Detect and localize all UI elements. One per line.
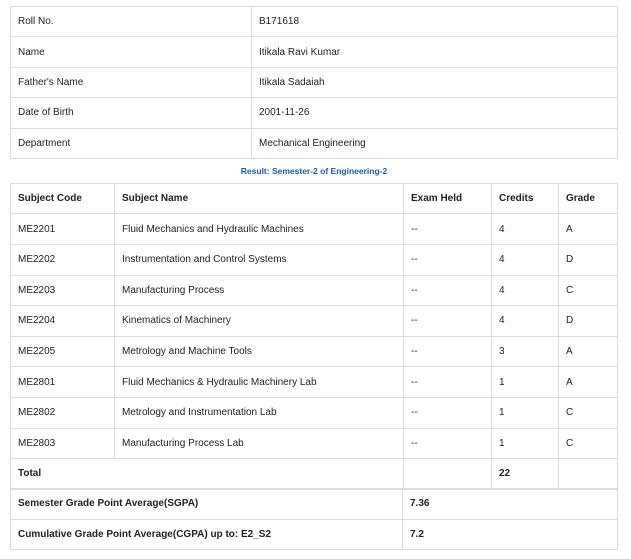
table-row: [11, 336, 618, 367]
header-exam-held: Exam Held: [404, 184, 492, 214]
credits: 3: [492, 336, 559, 367]
exam-held: --: [404, 306, 492, 337]
table-row: [11, 428, 618, 459]
father-name-label: Father's Name: [11, 67, 252, 97]
table-row: [11, 367, 618, 398]
subject-code: ME2803: [11, 428, 115, 459]
subject-code: ME2201: [11, 214, 115, 245]
dob-value: 2001-11-26: [252, 98, 618, 128]
department-label: Department: [11, 128, 252, 158]
gpa-table: [10, 488, 618, 550]
subject-name: Manufacturing Process: [115, 275, 404, 306]
marks-header-row: [11, 184, 618, 214]
department-value: Mechanical Engineering: [252, 128, 618, 158]
subject-name: Manufacturing Process Lab: [115, 428, 404, 459]
grade: C: [559, 275, 618, 306]
grade: C: [559, 428, 618, 459]
cgpa-value: 7.2: [403, 519, 618, 550]
sgpa-row: [11, 489, 618, 520]
sgpa-value: 7.36: [403, 489, 618, 520]
subject-name: Fluid Mechanics & Hydraulic Machinery Lab: [115, 367, 404, 398]
exam-held: --: [404, 275, 492, 306]
credits: 1: [492, 397, 559, 428]
header-credits: Credits: [492, 184, 559, 214]
info-row-roll: [11, 7, 618, 37]
credits: 1: [492, 428, 559, 459]
cgpa-row: [11, 519, 618, 550]
subject-name: Metrology and Instrumentation Lab: [115, 397, 404, 428]
subject-name: Instrumentation and Control Systems: [115, 244, 404, 275]
cgpa-label: Cumulative Grade Point Average(CGPA) up to: E2_S2: [11, 519, 403, 550]
exam-held: --: [404, 367, 492, 398]
table-row: [11, 306, 618, 337]
total-grade: [559, 459, 618, 490]
subject-code: ME2202: [11, 244, 115, 275]
info-row-dob: [11, 98, 618, 128]
subject-code: ME2802: [11, 397, 115, 428]
father-name-value: Itikala Sadaiah: [252, 67, 618, 97]
credits: 4: [492, 214, 559, 245]
exam-held: --: [404, 244, 492, 275]
header-grade: Grade: [559, 184, 618, 214]
name-label: Name: [11, 37, 252, 67]
exam-held: --: [404, 336, 492, 367]
dob-label: Date of Birth: [11, 98, 252, 128]
header-subject-name: Subject Name: [115, 184, 404, 214]
subject-code: ME2204: [11, 306, 115, 337]
name-value: Itikala Ravi Kumar: [252, 37, 618, 67]
total-label: Total: [11, 459, 404, 490]
student-info-table: [10, 6, 618, 159]
grade: A: [559, 336, 618, 367]
grade: D: [559, 244, 618, 275]
total-credits: 22: [492, 459, 559, 490]
info-row-father: [11, 67, 618, 97]
table-row: [11, 275, 618, 306]
info-row-department: [11, 128, 618, 158]
total-row: [11, 459, 618, 490]
subject-name: Kinematics of Machinery: [115, 306, 404, 337]
marks-table: [10, 183, 618, 490]
credits: 4: [492, 244, 559, 275]
grade: C: [559, 397, 618, 428]
grade: D: [559, 306, 618, 337]
roll-value: B171618: [252, 7, 618, 37]
header-subject-code: Subject Code: [11, 184, 115, 214]
info-row-name: [11, 37, 618, 67]
credits: 4: [492, 306, 559, 337]
subject-name: Metrology and Machine Tools: [115, 336, 404, 367]
grade: A: [559, 367, 618, 398]
exam-held: --: [404, 428, 492, 459]
total-exam-held: [404, 459, 492, 490]
table-row: [11, 397, 618, 428]
sgpa-label: Semester Grade Point Average(SGPA): [11, 489, 403, 520]
credits: 1: [492, 367, 559, 398]
exam-held: --: [404, 397, 492, 428]
subject-code: ME2801: [11, 367, 115, 398]
exam-held: --: [404, 214, 492, 245]
table-row: [11, 244, 618, 275]
subject-code: ME2203: [11, 275, 115, 306]
subject-code: ME2205: [11, 336, 115, 367]
credits: 4: [492, 275, 559, 306]
grade: A: [559, 214, 618, 245]
roll-label: Roll No.: [11, 7, 252, 37]
table-row: [11, 214, 618, 245]
subject-name: Fluid Mechanics and Hydraulic Machines: [115, 214, 404, 245]
result-heading: Result: Semester-2 of Engineering-2: [240, 166, 388, 176]
